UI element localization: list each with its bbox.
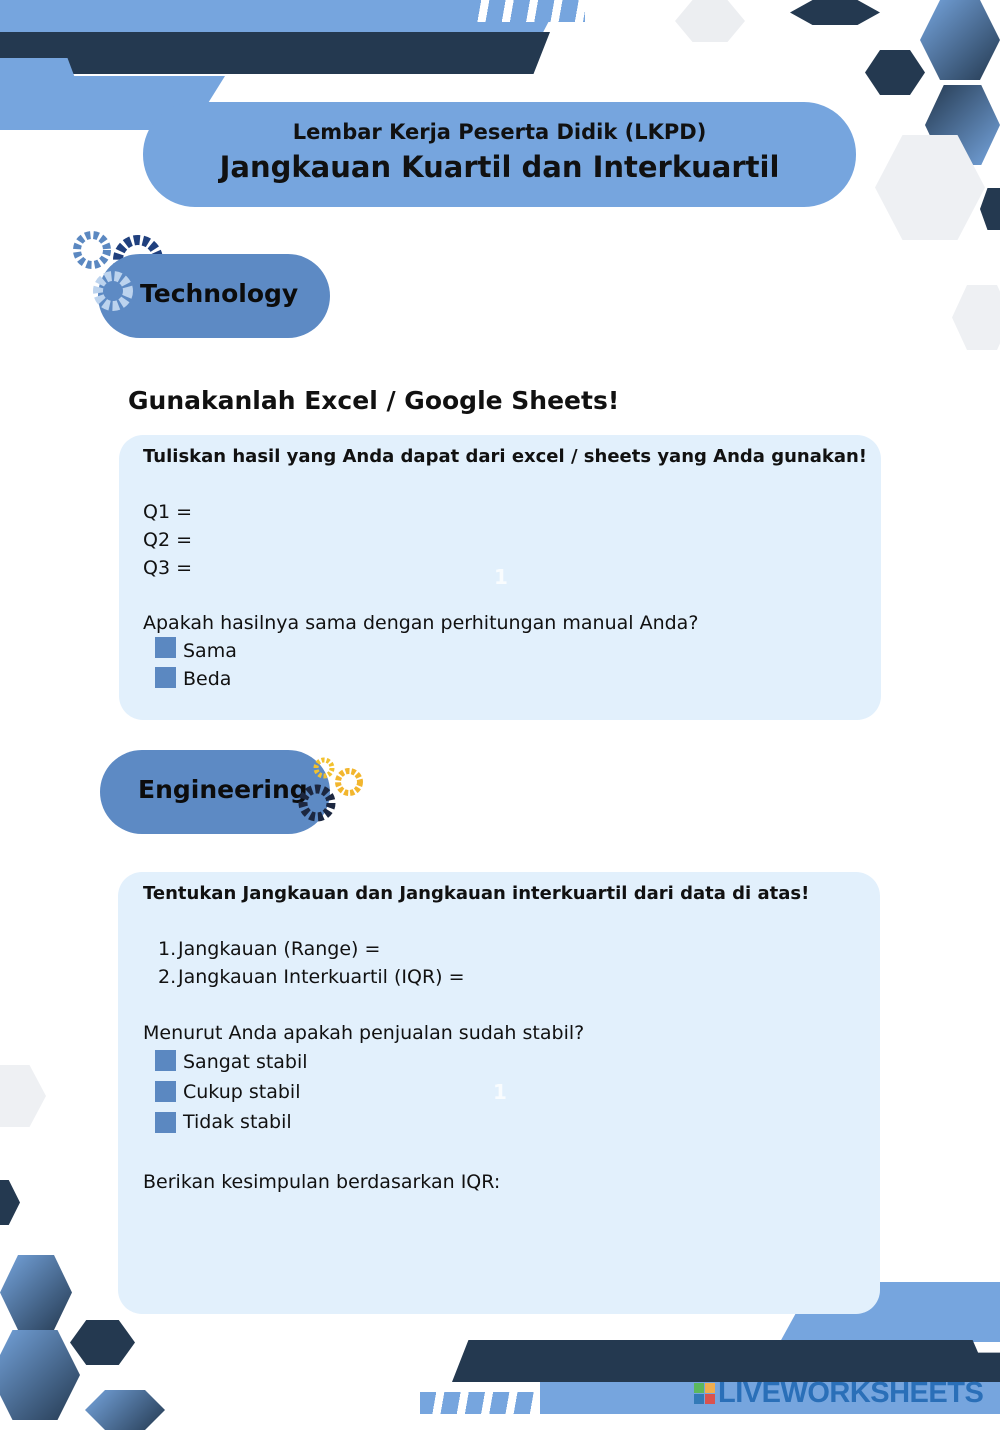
hex-deco [952, 285, 1000, 350]
hex-deco [675, 0, 745, 42]
range-input[interactable] [380, 937, 684, 963]
bottom-stripes [420, 1392, 535, 1414]
iqr-label: Jangkauan Interkuartil (IQR) = [178, 966, 465, 988]
live-blocks-icon [694, 1383, 716, 1405]
option-beda: Beda [183, 668, 232, 690]
bottom-band-dark [452, 1340, 1000, 1382]
option-tidak-stabil: Tidak stabil [183, 1111, 292, 1133]
checkbox-cukup-stabil[interactable] [155, 1081, 176, 1102]
option-sama: Sama [183, 640, 237, 662]
field-marker: 1 [494, 565, 508, 589]
q3-input[interactable] [192, 556, 496, 582]
hex-deco [865, 50, 925, 95]
page-subtitle: Lembar Kerja Peserta Didik (LKPD) [292, 120, 707, 144]
hex-deco [85, 1390, 165, 1430]
hex-deco [920, 0, 1000, 80]
hex-deco [980, 188, 1000, 230]
iqr-input[interactable] [468, 965, 772, 991]
hex-deco [0, 1255, 72, 1330]
engineering-instruction: Tentukan Jangkauan dan Jangkauan interkuartil dari data di atas! [143, 883, 810, 904]
q1-input[interactable] [192, 500, 496, 526]
checkbox-sangat-stabil[interactable] [155, 1050, 176, 1071]
range-label: Jangkauan (Range) = [178, 938, 381, 960]
checkbox-beda[interactable] [155, 667, 176, 688]
hex-deco [0, 1065, 46, 1127]
technology-heading: Gunakanlah Excel / Google Sheets! [128, 386, 620, 415]
hex-deco [0, 1180, 20, 1225]
hex-deco [0, 1330, 80, 1420]
gear-icon [88, 266, 138, 316]
logo-text: LIVEWORKSHEETS [718, 1377, 984, 1409]
option-sangat-stabil: Sangat stabil [183, 1051, 308, 1073]
liveworksheets-logo [694, 1377, 983, 1410]
checkbox-tidak-stabil[interactable] [155, 1112, 176, 1133]
checkbox-sama[interactable] [155, 637, 176, 658]
conclusion-label: Berikan kesimpulan berdasarkan IQR: [143, 1171, 501, 1193]
technology-instruction: Tuliskan hasil yang Anda dapat dari excel / sheets yang Anda gunakan! [143, 446, 868, 467]
hex-deco [70, 1320, 135, 1365]
conclusion-input[interactable] [143, 1200, 857, 1299]
top-stripes [465, 0, 585, 22]
top-band-dark [0, 32, 550, 74]
option-cukup-stabil: Cukup stabil [183, 1081, 301, 1103]
technology-label: Technology [140, 279, 299, 308]
q2-label: Q2 = [143, 529, 193, 551]
q2-input[interactable] [192, 528, 496, 554]
gears-icon [294, 755, 369, 827]
range-number: 1. [158, 938, 177, 960]
engineering-label: Engineering [138, 775, 308, 804]
q3-label: Q3 = [143, 557, 193, 579]
field-marker: 1 [493, 1080, 507, 1104]
technology-question: Apakah hasilnya sama dengan perhitungan manual Anda? [143, 612, 699, 634]
q1-label: Q1 = [143, 501, 193, 523]
hex-deco [790, 0, 880, 25]
iqr-number: 2. [158, 966, 177, 988]
page-title: Jangkauan Kuartil dan Interkuartil [219, 150, 780, 184]
title-banner [143, 102, 856, 207]
stability-question: Menurut Anda apakah penjualan sudah stabil? [143, 1022, 585, 1044]
